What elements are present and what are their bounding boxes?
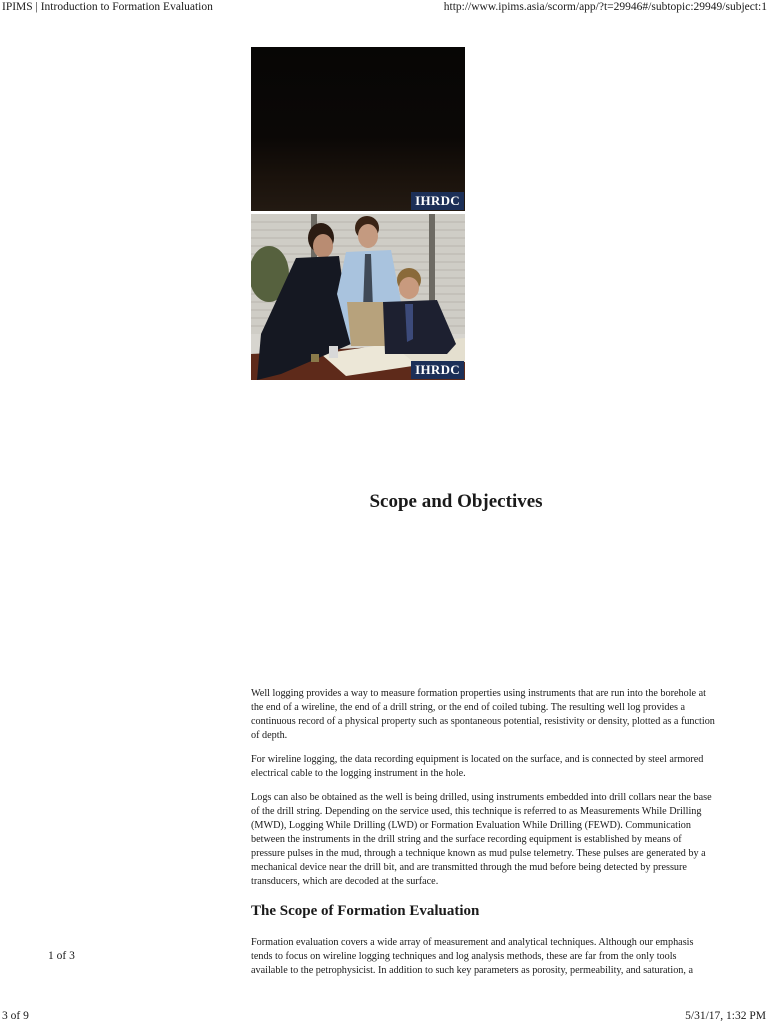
page-counter: 1 of 3 (48, 950, 75, 962)
ihrdc-logo: IHRDC (411, 361, 464, 379)
intro-text (251, 687, 715, 899)
video-frame-image[interactable] (251, 47, 465, 211)
meeting-photo-illustration (251, 214, 465, 380)
footer-timestamp: 5/31/17, 1:32 PM (685, 1010, 766, 1022)
page-header-url[interactable]: http://www.ipims.asia/scorm/app/?t=29946#/subtopic:29949/subject:1 (443, 1, 767, 13)
section-text (251, 936, 715, 988)
section-heading: The Scope of Formation Evaluation (251, 903, 480, 919)
page-header-title: IPIMS | Introduction to Formation Evaluation (2, 1, 213, 13)
page-title: Scope and Objectives (369, 491, 543, 512)
meeting-photo (251, 214, 465, 380)
paragraph: For wireline logging, the data recording equipment is located on the surface, and is connected by steel armored electrical cable to the logging instrument in the hole. (251, 754, 704, 779)
paragraph: Formation evaluation covers a wide array of measurement and analytical techniques. Although our emphasis tends to focus on wireline logging techniques and log analysis methods, these are far from the only tools available to the petrophysicist. In addition to such key parameters as porosity, permeability, and saturation, a (251, 937, 694, 976)
ihrdc-logo: IHRDC (411, 192, 464, 210)
paragraph: Logs can also be obtained as the well is being drilled, using instruments embedded into drill collars near the base of the drill string. Depending on the service used, this technique is referred to as Measurements While Drilling (MWD), Logging While Drilling (LWD) or Formation Evaluation While Drilling (FEWD). Communication between the instruments in the drill string and the surface recording equipment is established by means of pressure pulses in the mud, through a technique known as mud pulse telemetry. These pulses are generated by a mechanical device near the drill bit, and are transmitted through the mud before being detected by pressure transducers, which are decoded at the surface. (251, 792, 712, 887)
footer-page-number: 3 of 9 (2, 1010, 29, 1022)
paragraph: Well logging provides a way to measure formation properties using instruments that are run into the borehole at the end of a wireline, the end of a drill string, or the end of coiled tubing. The resulting well log provides a continuous record of a physical property such as spontaneous potential, resistivity or density, plotted as a function of depth. (251, 688, 715, 741)
